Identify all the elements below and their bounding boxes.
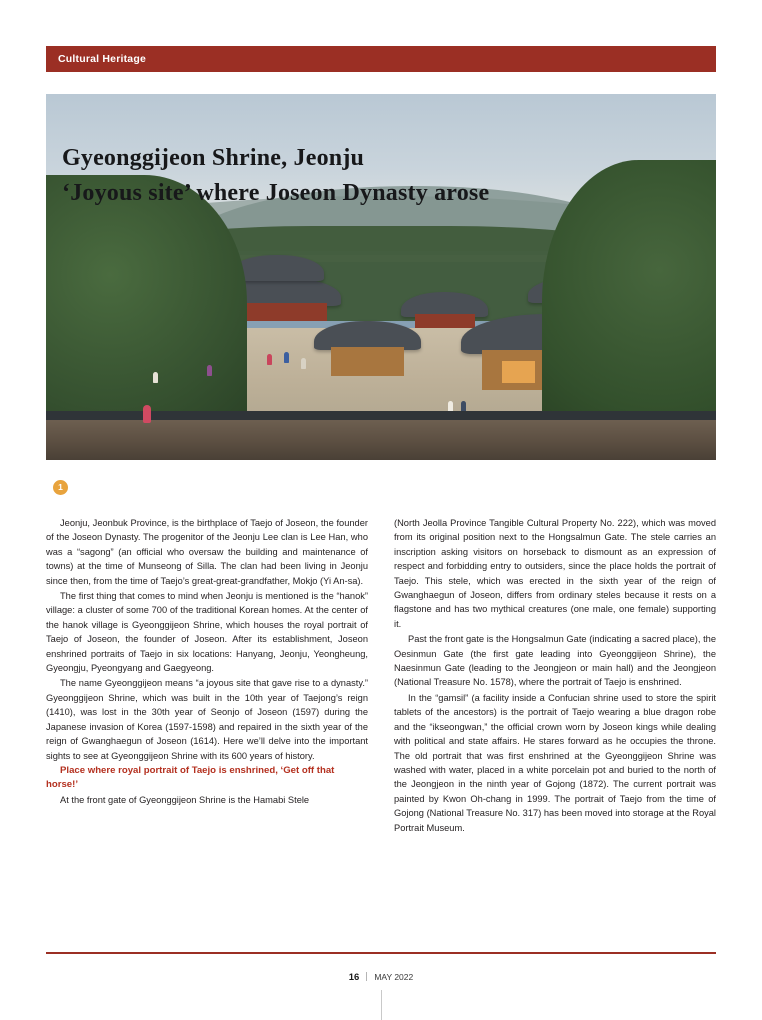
visitor: [301, 358, 306, 369]
footer-rule: [46, 952, 716, 954]
article-title-line2: ‘Joyous site’ where Joseon Dynasty arose: [62, 180, 490, 206]
section-subheading: Place where royal portrait of Taejo is enshrined, ‘Get off that horse!’: [46, 764, 335, 791]
visitor: [284, 352, 289, 363]
paragraph-continued: (North Jeolla Province Tangible Cultural Property No. 222), which was moved from its original position next to the Hongsalmun Gate. The stele carries an inscription asking visitors on horseback to dismount as an expression of respect and forbidding entry to outsiders, since the place holds the portrait of Taejo. This stele, which was erected in the sixth year of the reign of Gwanghaegun of Joseon, differs from ordinary steles because it rests on a flagstone and has two mythical creatures (one male, one female) supporting it.: [394, 518, 716, 629]
visitor: [267, 354, 272, 365]
body-column-right: [394, 516, 716, 835]
wall-center-rear: [415, 314, 475, 329]
paragraph: The first thing that comes to mind when Jeonju is mentioned is the “hanok” village: a cluster of some 700 of the traditional Korean homes. At the center of the hanok village is Gyeonggijeon Shrine, which houses the royal portrait of Taejo of Joseon, the founder of Joseon. After its establishment, Joseon enshrined portraits of Taejo in six locations: Hanyang, Jeonju, Yeongheung, Gyeongju, Pyeongyang and Gaegyeong.: [46, 591, 368, 674]
visitor-foreground: [143, 405, 151, 423]
page-footer: [0, 972, 762, 983]
window-right-hall-1: [502, 361, 536, 383]
paragraph: Jeonju, Jeonbuk Province, is the birthplace of Taejo of Joseon, the founder of the Joseon Dynasty. The progenitor of the Jeonju Lee clan is Lee Han, who was a “sagong” (an official who oversaw the building and maintenance of towns) at the time of Munseong of Silla. The clan had been living in Jeonju since then, from the time of Taejo’s great-great-grandfather, Mokjo (Yi An-sa).: [46, 518, 368, 586]
article-title-line1: Gyeonggijeon Shrine, Jeonju: [62, 145, 365, 171]
wall-center-hall: [331, 347, 405, 376]
photo-credit-badge: 1: [53, 480, 68, 495]
paragraph: At the front gate of Gyeonggijeon Shrine is the Hamabi Stele: [60, 795, 310, 806]
paragraph: In the “gamsil” (a facility inside a Confucian shrine used to store the spirit tablets of the ancestors) is the portrait of Taejo wearing a blue dragon robe and the “ikseongwan,” the official crown worn by Joseon kings while dealing with political and state affairs. He stares forward as he occupies the throne. The old portrait that was first enshrined at the Gyeonggijeon Shrine was washed with water, placed in a white porcelain pot and buried to the north of the Jeongjeon in the ninth year of Gojong (1872). The current portrait was painted by Kwon Oh-chang in 1999. The portrait of Taejo from the time of Gojong (National Treasure No. 317) has been moved into storage at the Royal Portrait Museum.: [394, 692, 716, 833]
section-tab-label: Cultural Heritage: [58, 53, 146, 65]
footer-divider: [366, 972, 367, 981]
page-number: 16: [348, 972, 360, 983]
section-tab: [46, 48, 716, 72]
paragraph: Past the front gate is the Hongsalmun Gate (indicating a sacred place), the Oesinmun Gate (the first gate leading into Gyeonggijeon Shrine), the Naesinmun Gate (leading to the Jeongjeon or main hall) and the Jeongjeon (National Treasure No. 1578), where the portrait of Taejo is enshrined.: [394, 634, 716, 688]
page-spine-mark: [381, 990, 382, 1020]
article-title: [62, 145, 622, 207]
perimeter-wall: [46, 420, 716, 460]
issue-date: MAY 2022: [374, 972, 414, 982]
body-column-left: [46, 516, 368, 808]
visitor: [207, 365, 212, 376]
visitor: [153, 372, 158, 383]
paragraph: The name Gyeonggijeon means “a joyous site that gave rise to a dynasty.” Gyeonggijeon Shrine, which was built in the 10th year of Taejong’s reign (1410), was lost in the 30th year of Seonjo of Joseon (1597) during the Japanese invasion of Korea (1597-1598) and repaired in the sixth year of the reign of Gwanghaegun of Joseon (1614). Here we’ll delve into the important sights to see at Gyeonggijeon Shrine with its 600 years of history.: [46, 678, 368, 761]
